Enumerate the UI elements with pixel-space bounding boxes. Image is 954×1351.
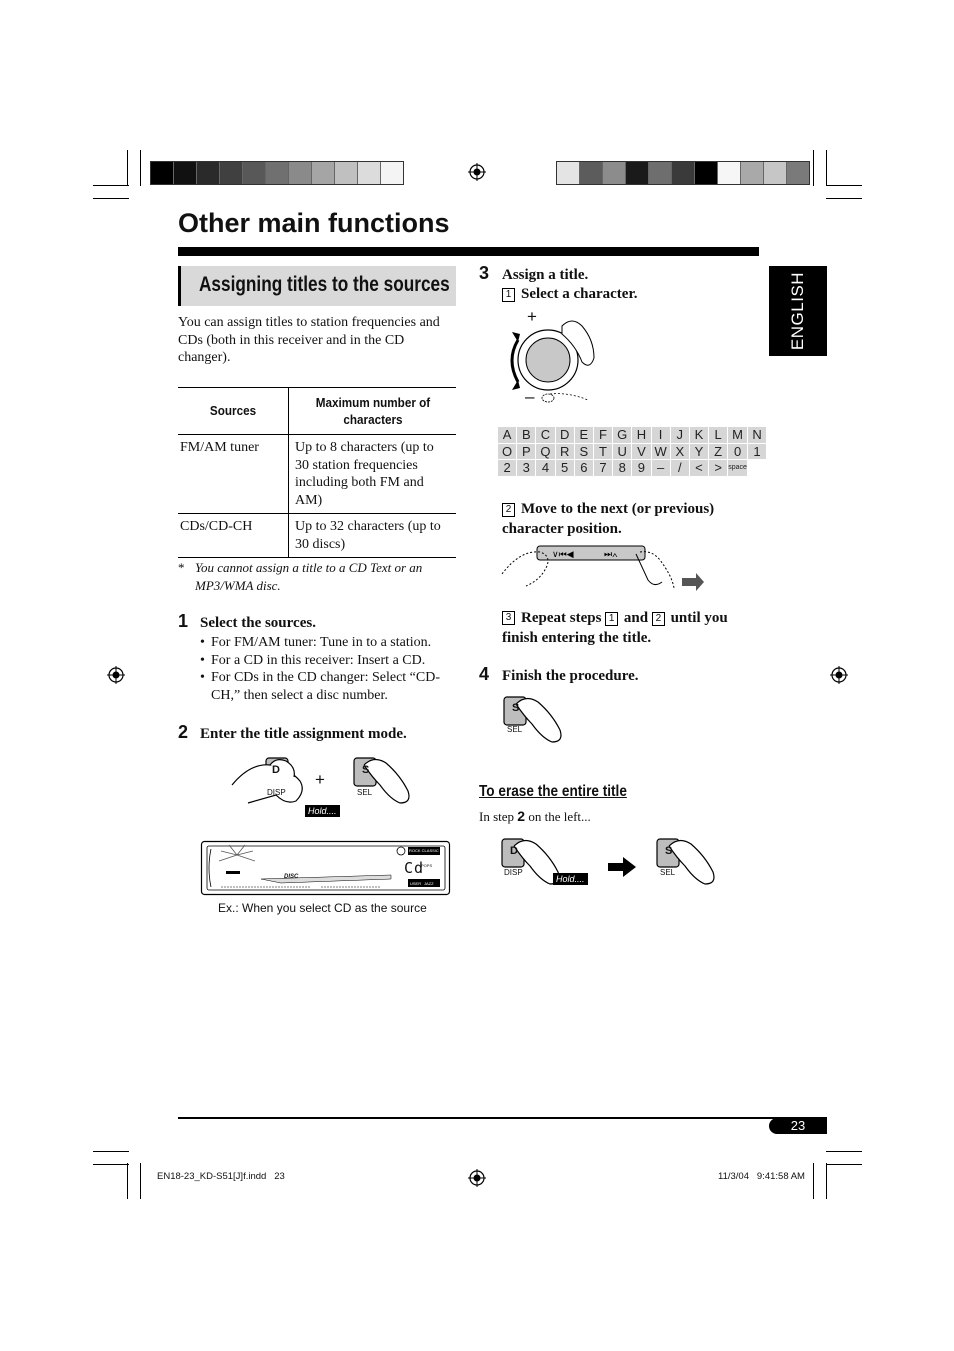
char-cell: T [593,443,612,460]
footer-date: 11/3/04 9:41:58 AM [718,1171,805,1182]
crop-mark [826,198,862,199]
char-cell: N [747,427,766,444]
svg-text:⏭∧: ⏭∧ [604,549,618,559]
char-cell: P [517,443,536,460]
step-number: 3 [479,263,490,283]
bottom-rule [178,1117,827,1119]
crop-mark [93,198,129,199]
crop-mark [140,1163,141,1199]
table-row [178,514,456,558]
crop-mark [826,1164,862,1165]
char-cell: Y [689,443,708,460]
registration-mark-icon [830,666,848,684]
color-bar-left [150,161,404,185]
table-cell: CDs/CD-CH [178,514,289,558]
d-button-letter: D [272,764,280,776]
char-cell: > [709,460,728,477]
crop-mark [813,150,814,186]
lcd-rock-label: ROCK CLASSIC [409,848,439,853]
char-cell: D [555,427,574,444]
lcd-jazz-label: JAZZ [424,881,434,886]
knob-minus-label: – [525,387,535,406]
s-button-letter: S [665,845,673,857]
character-table [497,426,767,477]
page-title: Other main functions [178,208,450,238]
crop-mark [93,1151,129,1152]
char-cell: – [651,460,670,477]
char-cell: / [670,460,689,477]
char-cell: < [689,460,708,477]
sel-label: SEL [660,868,676,877]
char-cell: C [536,427,555,444]
step-number: 2 [178,722,189,742]
char-cell: V [632,443,651,460]
crop-mark [813,1163,814,1199]
substep-text: Select a character. [521,286,638,302]
char-cell [747,460,766,477]
substep-number-3: 3 [502,611,515,625]
disp-button-illustration [230,755,310,811]
char-cell: space [728,460,748,477]
arrow-right-icon [608,857,636,877]
language-tab [769,266,827,356]
table-cell: FM/AM tuner [178,435,289,514]
title-rule [178,247,759,256]
char-cell: B [517,427,536,444]
s-button-letter: S [512,702,520,714]
table-row [178,435,456,514]
registration-mark-icon [468,163,486,181]
intro-text: You can assign titles to station frequencies and CDs (both in this receiver and in the CD changer). [178,315,440,365]
substep-number: 2 [502,503,515,517]
step-number: 4 [479,664,490,684]
registration-mark-icon [107,666,125,684]
substep-number: 1 [502,288,515,302]
control-dial-illustration [498,310,618,410]
table-header: Sources [184,388,283,435]
char-cell: 5 [555,460,574,477]
footnote [178,559,458,594]
substep-text: Move to the next (or previous) character position. [502,501,715,537]
list-item: • For CDs in the CD changer: Select “CD-CH,” then select a disc number. [200,670,441,703]
crop-mark [826,185,862,186]
char-cell: E [574,427,593,444]
lcd-pops-label: POPS [421,863,433,868]
disp-label: DISP [267,788,286,797]
crop-mark [826,1163,827,1199]
char-cell: K [689,427,708,444]
char-cell: 4 [536,460,555,477]
sel-button-illustration [350,755,420,811]
substep [502,286,637,303]
knob-plus-label: + [527,307,537,326]
erase-heading: To erase the entire title [479,783,627,800]
crop-mark [826,150,827,186]
char-cell: 9 [632,460,651,477]
char-cell: S [574,443,593,460]
section-title: Assigning titles to the sources [199,273,450,296]
crop-mark [826,1151,862,1152]
lcd-cd-text: Cd [404,859,425,877]
substep-ref: 2 [652,612,665,626]
char-cell: A [498,427,517,444]
plus-sign: + [315,770,325,789]
char-cell: I [651,427,670,444]
crop-mark [127,150,128,186]
table-cell: Up to 8 characters (up to 30 station frequencies including both FM and AM) [295,440,434,508]
lcd-user-label: USER [410,881,422,886]
char-cell: 3 [517,460,536,477]
substep [502,608,752,648]
table-header-row [178,388,456,435]
char-cell: H [632,427,651,444]
sources-table [178,387,456,558]
table-header: Maximum number of characters [315,394,430,427]
page-number: 23 [790,1118,806,1133]
footnote-mark: * [178,560,185,575]
svg-text:∨⏮◀: ∨⏮◀ [552,549,574,559]
step-title: Assign a title. [502,267,589,283]
crop-mark [93,185,129,186]
list-item: • For a CD in this receiver: Insert a CD. [200,652,426,668]
footer-file: EN18-23_KD-S51[J]f.indd 23 [157,1171,285,1182]
char-cell: R [555,443,574,460]
hold-badge: Hold.... [305,805,340,817]
step-title: Finish the procedure. [502,668,639,684]
hold-badge: Hold.... [553,873,588,885]
char-cell: 8 [613,460,632,477]
crop-mark [140,150,141,186]
char-cell: 1 [747,443,766,460]
sel-label: SEL [357,788,373,797]
char-cell: Q [536,443,555,460]
substep [502,499,752,539]
char-cell: M [728,427,748,444]
d-button-letter: D [510,845,518,857]
footnote-text: You cannot assign a title to a CD Text or an MP3/WMA disc. [195,560,423,593]
char-cell: O [498,443,517,460]
substep-text: Repeat steps 1 and 2 until you finish entering the title. [502,610,728,646]
step-number: 1 [178,611,189,631]
char-cell: X [670,443,689,460]
step-title: Select the sources. [200,615,316,631]
char-cell: 2 [498,460,517,477]
char-cell: 0 [728,443,748,460]
char-cell: U [613,443,632,460]
char-cell: J [670,427,689,444]
disp-label: DISP [504,868,523,877]
sel-label: SEL [507,725,523,734]
display-caption: Ex.: When you select CD as the source [218,901,427,915]
section-heading [178,266,456,306]
lcd-disc-label: DISC [284,874,299,880]
step-bullets [200,634,455,704]
table-cell: Up to 32 characters (up to 30 discs) [295,519,441,552]
char-cell: 6 [574,460,593,477]
erase-text: In step 2 on the left... [479,808,591,824]
crop-mark [93,1164,129,1165]
language-tab-label: ENGLISH [788,271,807,351]
list-item: • For FM/AM tuner: Tune in to a station. [200,635,432,650]
char-cell: Z [709,443,728,460]
step-title: Enter the title assignment mode. [200,726,407,742]
crop-mark [127,1163,128,1199]
char-cell: W [651,443,670,460]
char-cell: F [593,427,612,444]
seek-buttons-illustration [500,540,710,596]
page-number-tab [769,1118,827,1134]
substep-ref: 1 [605,612,618,626]
registration-mark-icon [468,1169,486,1187]
s-button-letter: S [362,764,370,776]
char-cell: 7 [593,460,612,477]
char-cell: L [709,427,728,444]
char-cell: G [613,427,632,444]
color-bar-right [556,161,810,185]
